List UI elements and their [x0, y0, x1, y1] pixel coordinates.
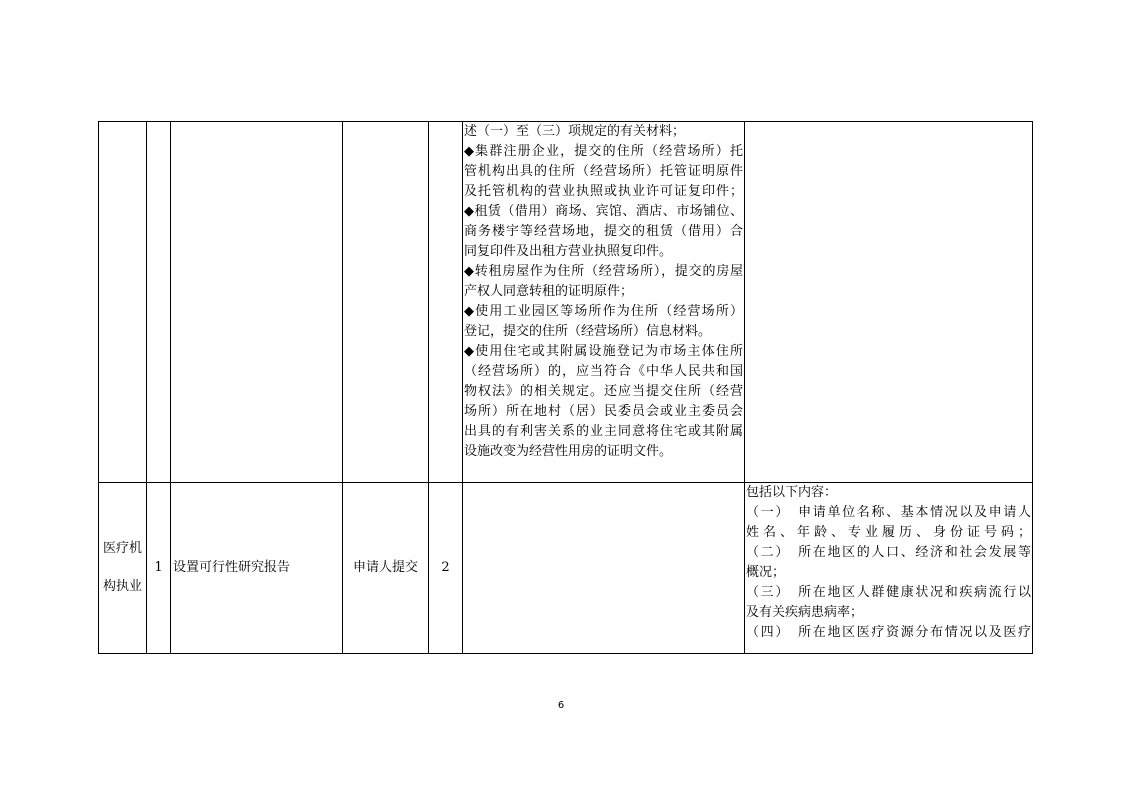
seq-cell: 1 [147, 483, 171, 654]
materials-line: ◆使用住宅或其附属设施登记为市场主体住所 [464, 344, 743, 359]
requirement-line: （三） 所在地区人群健康状况和疾病流行以 [746, 585, 1031, 600]
materials-line: 述（一）至（三）项规定的有关材料； [464, 124, 686, 139]
copies-cell [429, 122, 463, 483]
materials-line: 场所）所在地村（居）民委员会或业主委员会 [464, 404, 743, 419]
requirement-cell [745, 122, 1033, 483]
source-cell [343, 122, 429, 483]
seq-cell [147, 122, 171, 483]
materials-line: 登记，提交的住所（经营场所）信息材料。 [464, 324, 712, 339]
table-row [99, 483, 1033, 654]
requirement-line: 及有关疾病患病率； [746, 605, 864, 620]
item-name-cell: 设置可行性研究报告 [171, 483, 343, 654]
category-cell [99, 483, 147, 654]
requirement-cell [745, 483, 1033, 654]
materials-line: ◆租赁（借用）商场、宾馆、酒店、市场铺位、 [464, 204, 743, 219]
materials-line: 商务楼宇等经营场地，提交的租赁（借用）合 [464, 224, 743, 239]
materials-cell [463, 483, 745, 654]
category-line: 医疗机 [102, 541, 142, 556]
materials-line: 物权法》的相关规定。还应当提交住所（经营 [464, 384, 743, 399]
materials-line: 同复印件及出租方营业执照复印件。 [464, 244, 673, 259]
materials-line: 及托管机构的营业执照或执业许可证复印件； [464, 184, 743, 199]
materials-line: 管机构出具的住所（经营场所）托管证明原件 [464, 164, 743, 179]
requirement-line: （一） 申请单位名称、基本情况以及申请人 [746, 505, 1031, 520]
category-cell [99, 122, 147, 483]
materials-table [98, 121, 1033, 654]
materials-line: 设施改变为经营性用房的证明文件。 [464, 444, 673, 459]
materials-line: 产权人同意转租的证明原件； [464, 284, 634, 299]
materials-table-frame [98, 121, 1032, 653]
requirement-line: 姓名、年龄、专业履历、身份证号码； [746, 525, 1031, 540]
materials-line: ◆转租房屋作为住所（经营场所），提交的房屋 [464, 264, 743, 279]
copies-cell: 2 [429, 483, 463, 654]
materials-line: ◆使用工业园区等场所作为住所（经营场所） [464, 304, 743, 319]
requirement-line: （四） 所在地区医疗资源分布情况以及医疗 [746, 625, 1031, 640]
requirement-line: （二） 所在地区的人口、经济和社会发展等 [746, 545, 1031, 560]
table-row [99, 122, 1033, 483]
item-name-cell [171, 122, 343, 483]
source-cell: 申请人提交 [343, 483, 429, 654]
requirement-line: 概况； [746, 565, 786, 580]
materials-cell [463, 122, 745, 483]
requirement-line: 包括以下内容： [746, 485, 838, 500]
category-line: 构执业 [102, 579, 142, 594]
page-number: 6 [557, 700, 565, 711]
materials-line: 出具的有利害关系的业主同意将住宅或其附属 [464, 424, 743, 439]
materials-line: （经营场所）的，应当符合《中华人民共和国 [464, 364, 743, 379]
materials-line: ◆集群注册企业，提交的住所（经营场所）托 [464, 144, 743, 159]
